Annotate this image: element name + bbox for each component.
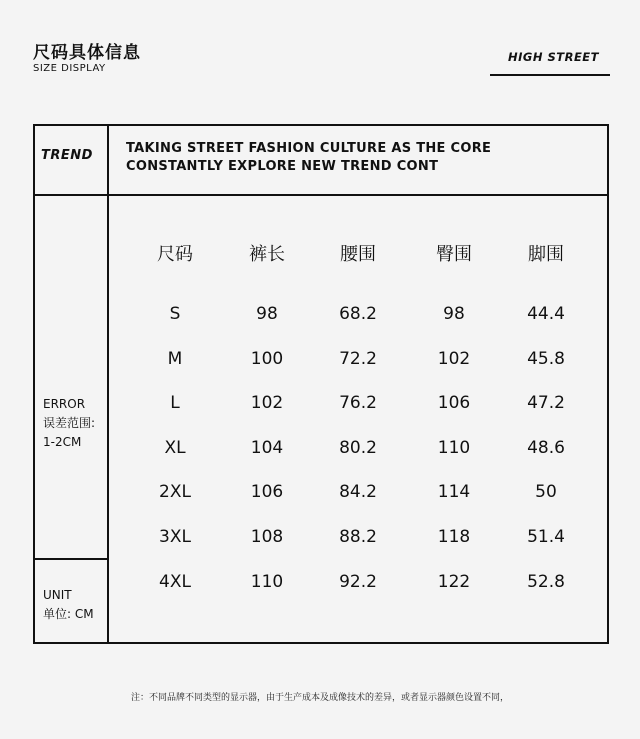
table-cell: 122 — [437, 571, 471, 592]
unit-title: UNIT — [43, 588, 72, 602]
table-cell: 4XL — [159, 571, 191, 592]
error-value: 1-2CM — [43, 435, 82, 449]
table-cell: XL — [164, 437, 186, 458]
table-cell: L — [170, 393, 180, 414]
brand-label: HIGH STREET — [508, 50, 600, 64]
table-cell: 118 — [437, 527, 471, 547]
column-header: 裤长 — [249, 244, 285, 265]
error-cn: 误差范围: — [43, 416, 96, 430]
table-cell: 98 — [256, 304, 278, 324]
table-cell: 102 — [250, 393, 284, 414]
table-cell: 45.8 — [527, 348, 565, 369]
table-cell: M — [167, 348, 183, 369]
table-cell: 104 — [250, 437, 284, 458]
table-cell: 92.2 — [339, 571, 377, 592]
column-header: 脚围 — [528, 244, 564, 265]
table-cell: 84.2 — [339, 482, 377, 503]
table-cell: 108 — [250, 527, 284, 547]
table-cell: 52.8 — [527, 571, 565, 592]
size-table — [35, 126, 607, 642]
table-cell: 3XL — [159, 527, 191, 547]
table-cell: 98 — [443, 304, 465, 324]
footer-note: 注：不同品牌不同类型的显示器，由于生产成本及成像技术的差异，或者显示器颜色设置不同， — [130, 693, 509, 703]
table-cell: 106 — [250, 482, 284, 503]
table-cell: 50 — [535, 482, 557, 503]
table-cell: 110 — [250, 571, 284, 592]
table-cell: 114 — [437, 482, 471, 503]
brand-underline — [490, 74, 610, 76]
table-cell: 44.4 — [527, 304, 565, 324]
table-cell: 100 — [250, 348, 284, 369]
table-cell: 110 — [437, 437, 471, 458]
table-cell: 68.2 — [339, 304, 377, 324]
table-cell: 72.2 — [339, 348, 377, 369]
table-cell: 102 — [437, 348, 471, 369]
column-header: 腰围 — [340, 244, 376, 265]
error-title: ERROR — [43, 397, 86, 411]
column-header: 臀围 — [436, 244, 472, 265]
table-cell: 76.2 — [339, 393, 377, 414]
table-cell: S — [169, 304, 181, 324]
table-cell: 106 — [437, 393, 471, 414]
size-chart-box — [33, 124, 609, 644]
table-cell: 88.2 — [339, 527, 377, 547]
column-header: 尺码 — [157, 244, 193, 265]
page-subtitle: SIZE DISPLAY — [33, 63, 106, 74]
table-cell: 47.2 — [527, 393, 565, 414]
unit-cn: 单位: CM — [43, 607, 94, 621]
table-cell: 2XL — [159, 482, 191, 503]
slogan-line: TAKING STREET FASHION CULTURE AS THE CORE — [126, 141, 492, 156]
slogan-line: CONSTANTLY EXPLORE NEW TREND CONT — [126, 159, 439, 174]
page-title: 尺码具体信息 — [33, 43, 141, 63]
table-cell: 48.6 — [527, 437, 565, 458]
trend-label: TREND — [41, 148, 93, 163]
table-cell: 51.4 — [527, 527, 565, 547]
table-cell: 80.2 — [339, 437, 377, 458]
